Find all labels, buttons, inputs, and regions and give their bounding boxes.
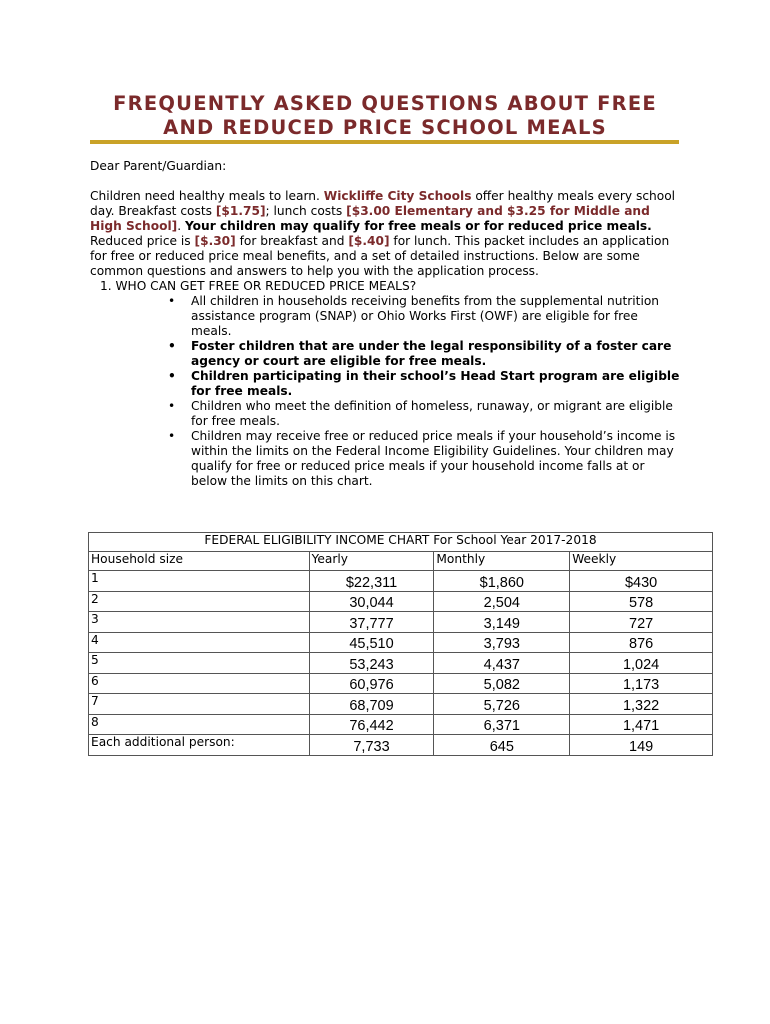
table-cell: 5,082 xyxy=(434,673,570,694)
table-caption: FEDERAL ELIGIBILITY INCOME CHART For School Year 2017-2018 xyxy=(89,533,713,552)
table-row xyxy=(89,694,713,715)
table-cell: 76,442 xyxy=(309,714,434,735)
bullet-icon: • xyxy=(168,294,176,308)
intro-text-7: for lunch. This packet includes an application for free or reduced price meal benefits, and a set of detailed instructions. Below are some common questions and answers to help you with the application process. xyxy=(90,234,670,278)
table-cell: 45,510 xyxy=(309,632,434,653)
question-heading: 1. WHO CAN GET FREE OR REDUCED PRICE MEALS? xyxy=(100,279,417,293)
list-item xyxy=(168,294,682,339)
bullet-text: Children who meet the definition of homeless, runaway, or migrant are eligible for free meals. xyxy=(191,399,673,428)
table-row xyxy=(89,612,713,633)
reduced-breakfast-cost: [$.30] xyxy=(194,234,236,248)
table-row xyxy=(89,571,713,592)
table-cell: Each additional person: xyxy=(89,735,310,756)
table-cell: 3,149 xyxy=(434,612,570,633)
bullet-list xyxy=(100,294,682,489)
faq-list xyxy=(90,279,682,489)
table-cell: 37,777 xyxy=(309,612,434,633)
lunch-cost: [$3.00 Elementary and $3.25 for Middle and High School] xyxy=(90,204,650,233)
table-cell: 7 xyxy=(89,694,310,715)
table-cell: 645 xyxy=(434,735,570,756)
table-row xyxy=(89,673,713,694)
list-item xyxy=(168,399,682,429)
title-divider xyxy=(90,140,679,144)
column-header: Household size xyxy=(89,552,310,571)
table-row xyxy=(89,735,713,756)
table-cell: 1 xyxy=(89,571,310,592)
column-header: Yearly xyxy=(309,552,434,571)
table-cell: 53,243 xyxy=(309,653,434,674)
bullet-icon: • xyxy=(168,369,176,383)
table-row xyxy=(89,714,713,735)
table-cell: 4,437 xyxy=(434,653,570,674)
bullet-icon: • xyxy=(168,429,176,443)
table-cell: 6,371 xyxy=(434,714,570,735)
table-cell: 578 xyxy=(570,591,713,612)
table-caption-row xyxy=(89,533,713,552)
bullet-icon: • xyxy=(168,399,176,413)
table-cell: 8 xyxy=(89,714,310,735)
table-header-row xyxy=(89,552,713,571)
intro-text-4: . xyxy=(177,219,185,233)
page-title xyxy=(90,92,680,140)
income-chart-table xyxy=(88,532,713,756)
qualify-statement: Your children may qualify for free meals or for reduced price meals. xyxy=(184,219,652,233)
table-cell: 30,044 xyxy=(309,591,434,612)
table-row xyxy=(89,653,713,674)
list-item xyxy=(168,429,682,489)
intro-text-2: offer healthy meals every school day. Breakfast costs xyxy=(90,189,676,218)
intro-text-5: Reduced price is xyxy=(90,234,195,248)
table-cell: 3 xyxy=(89,612,310,633)
list-item xyxy=(168,339,682,369)
intro-text-6: for breakfast and xyxy=(235,234,349,248)
table-cell: 6 xyxy=(89,673,310,694)
table-cell: $430 xyxy=(570,571,713,592)
column-header: Weekly xyxy=(570,552,713,571)
district-name: Wickliffe City Schools xyxy=(323,189,472,203)
list-item xyxy=(168,369,682,399)
greeting: Dear Parent/Guardian: xyxy=(90,159,227,173)
breakfast-cost: [$1.75] xyxy=(215,204,266,218)
table-cell: $22,311 xyxy=(309,571,434,592)
title-line-1: FREQUENTLY ASKED QUESTIONS ABOUT FREE xyxy=(113,92,657,115)
table-cell: 876 xyxy=(570,632,713,653)
table-cell: 727 xyxy=(570,612,713,633)
table-cell: 60,976 xyxy=(309,673,434,694)
table-row xyxy=(89,591,713,612)
column-header: Monthly xyxy=(434,552,570,571)
table-cell: 1,024 xyxy=(570,653,713,674)
intro-paragraph xyxy=(90,189,682,279)
table-cell: 3,793 xyxy=(434,632,570,653)
bullet-text: Foster children that are under the legal responsibility of a foster care agency or court are eligible for free meals. xyxy=(191,339,672,368)
faq-item xyxy=(100,279,682,489)
table-cell: 149 xyxy=(570,735,713,756)
letter-body xyxy=(90,159,682,489)
bullet-icon: • xyxy=(168,339,176,353)
table-cell: 1,173 xyxy=(570,673,713,694)
title-line-2: AND REDUCED PRICE SCHOOL MEALS xyxy=(163,116,607,139)
bullet-text: Children may receive free or reduced price meals if your household’s income is within the limits on the Federal Income Eligibility Guidelines. Your children may qualify for free or reduced price meals if your household income falls at or below the limits on this chart. xyxy=(191,429,676,488)
bullet-text: All children in households receiving benefits from the supplemental nutrition assistance program (SNAP) or Ohio Works First (OWF) are eligible for free meals. xyxy=(191,294,660,338)
table-cell: 1,471 xyxy=(570,714,713,735)
intro-text-1: Children need healthy meals to learn. xyxy=(90,189,324,203)
table-cell: 68,709 xyxy=(309,694,434,715)
intro-text-3: ; lunch costs xyxy=(265,204,347,218)
table-cell: 4 xyxy=(89,632,310,653)
reduced-lunch-cost: [$.40] xyxy=(348,234,390,248)
table-cell: $1,860 xyxy=(434,571,570,592)
table-cell: 2,504 xyxy=(434,591,570,612)
table-cell: 7,733 xyxy=(309,735,434,756)
table-cell: 5,726 xyxy=(434,694,570,715)
table-cell: 2 xyxy=(89,591,310,612)
table-row xyxy=(89,632,713,653)
bullet-text: Children participating in their school’s Head Start program are eligible for free meals. xyxy=(191,369,680,398)
table-cell: 1,322 xyxy=(570,694,713,715)
table-cell: 5 xyxy=(89,653,310,674)
